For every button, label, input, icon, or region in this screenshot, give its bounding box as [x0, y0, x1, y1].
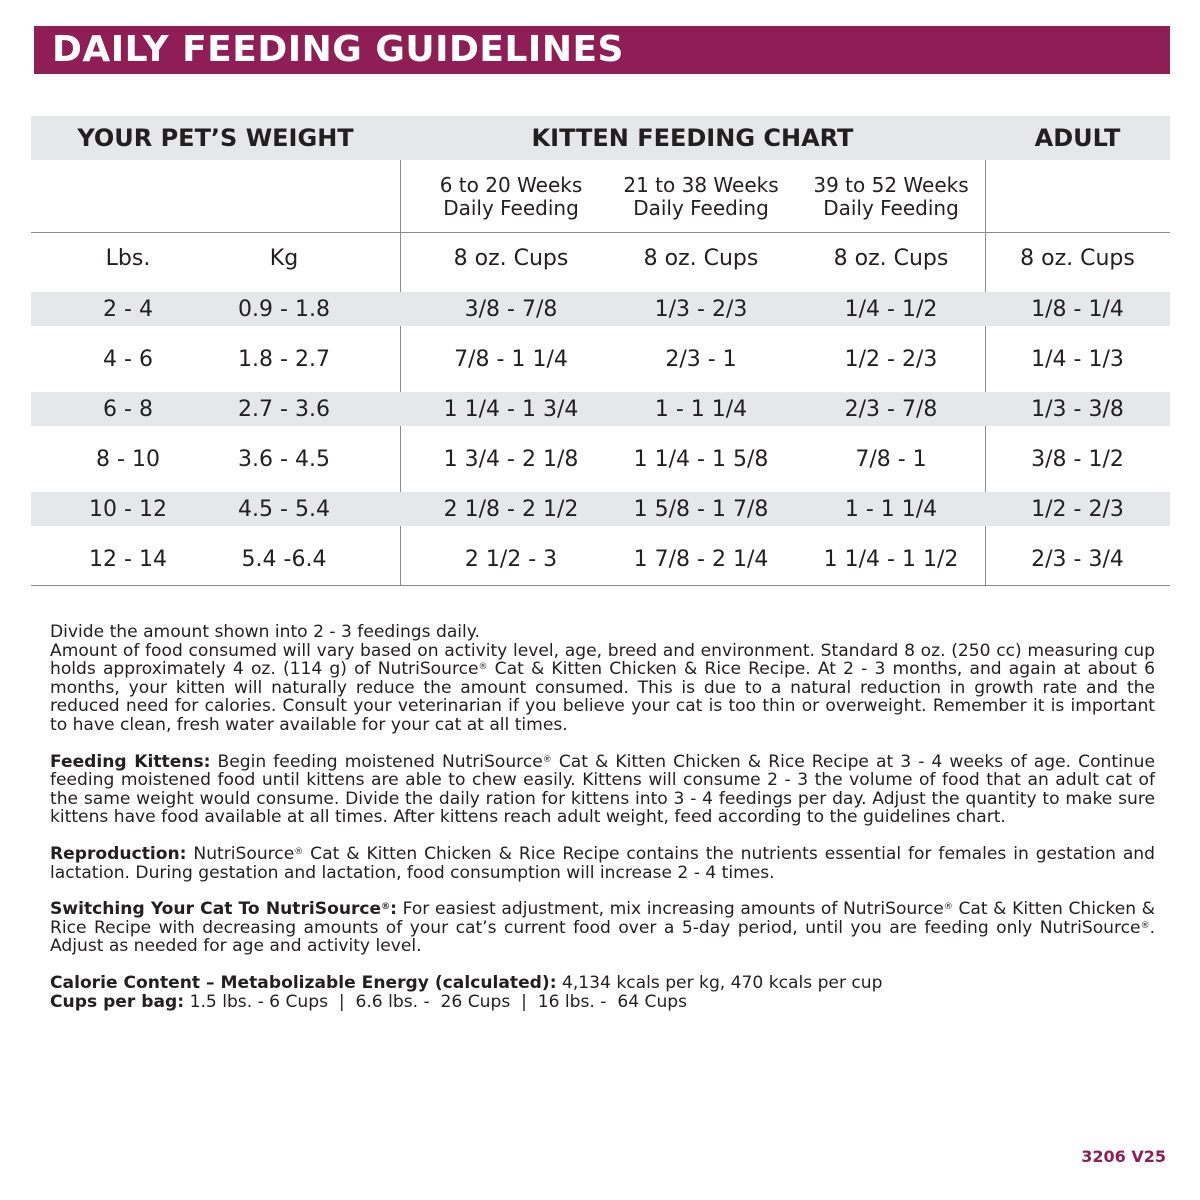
switching-note: Switching Your Cat To NutriSource®: For easiest adjustment, mix increasing amounts of NutriSource® Cat & Kitten Chicken & Rice Recipe with decreasing amounts of your cat’s current food over a 5-day period, until you are feeding only NutriSource®. Adjust as needed for age and activity level. [50, 899, 1156, 957]
cell-w39-52: 1/4 - 1/2 [844, 296, 938, 322]
cell-kg: 4.5 - 5.4 [238, 496, 330, 522]
cell-kg: 5.4 -6.4 [241, 546, 327, 572]
cell-w39-52: 1 - 1 1/4 [844, 496, 938, 522]
cell-w6-20: 3/8 - 7/8 [464, 296, 558, 322]
cell-w6-20: 2 1/2 - 3 [464, 546, 558, 572]
cell-adult: 1/4 - 1/3 [1031, 346, 1124, 372]
table-row [31, 492, 1170, 526]
weight-group-header: YOUR PET’S WEIGHT [77, 124, 354, 152]
calorie-label: Calorie Content – Metabolizable Energy (calculated): [50, 972, 557, 993]
cell-w6-20: 1 1/4 - 1 3/4 [443, 396, 579, 422]
cell-w6-20: 1 3/4 - 2 1/8 [443, 446, 579, 472]
unit-cups-21-38: 8 oz. Cups [643, 246, 759, 271]
cell-adult: 2/3 - 3/4 [1031, 546, 1124, 572]
daily-feeding-label: Daily Feeding [823, 196, 959, 220]
unit-cups-6-20: 8 oz. Cups [453, 246, 569, 271]
cell-w6-20: 7/8 - 1 1/4 [454, 346, 568, 372]
cups-label: Cups per bag: [50, 991, 185, 1012]
age-column-header-3 [796, 174, 986, 220]
cell-lbs: 10 - 12 [89, 496, 167, 522]
cell-kg: 2.7 - 3.6 [238, 396, 330, 422]
cell-w6-20: 2 1/8 - 2 1/2 [443, 496, 579, 522]
cell-w21-38: 2/3 - 1 [665, 346, 737, 372]
cell-lbs: 2 - 4 [103, 296, 153, 322]
daily-feeding-label: Daily Feeding [633, 196, 769, 220]
table-row [31, 432, 1170, 486]
reproduction-note: Reproduction: NutriSource® Cat & Kitten Chicken & Rice Recipe contains the nutrients essential for females in gestation and lactation. During gestation and lactation, food consumption will increase 2 - 4 times. [50, 843, 1155, 883]
daily-feeding-label: Daily Feeding [443, 196, 579, 220]
cell-w21-38: 1 5/8 - 1 7/8 [633, 496, 769, 522]
cell-w39-52: 2/3 - 7/8 [844, 396, 938, 422]
cell-lbs: 6 - 8 [103, 396, 153, 422]
reproduction-label: Reproduction: [50, 843, 187, 864]
title-banner [34, 26, 1170, 74]
adult-group-header: ADULT [1034, 124, 1121, 152]
feeding-table [31, 116, 1170, 586]
switching-label: Switching Your Cat To NutriSource®: [50, 899, 397, 920]
divide-note: Divide the amount shown into 2 - 3 feedings daily. [50, 622, 480, 642]
cell-w39-52: 1 1/4 - 1 1/2 [823, 546, 959, 572]
feeding-notes [50, 623, 1155, 1011]
registered-mark: ® [478, 662, 488, 673]
cell-lbs: 12 - 14 [89, 546, 167, 572]
cell-lbs: 8 - 10 [96, 446, 160, 472]
cell-kg: 1.8 - 2.7 [238, 346, 330, 372]
table-row [31, 292, 1170, 326]
calorie-content [50, 974, 1155, 993]
cell-kg: 3.6 - 4.5 [238, 446, 330, 472]
age-range-label: 6 to 20 Weeks [439, 173, 583, 197]
cups-value: 1.5 lbs. - 6 Cups | 6.6 lbs. - 26 Cups | 16 lbs. - 64 Cups [184, 991, 688, 1012]
table-row [31, 392, 1170, 426]
cell-adult: 1/2 - 2/3 [1031, 496, 1124, 522]
page-title: DAILY FEEDING GUIDELINES [52, 29, 624, 70]
product-code: 3206 V25 [1081, 1147, 1166, 1166]
age-range-label: 39 to 52 Weeks [813, 173, 969, 197]
unit-lbs: Lbs. [105, 246, 151, 271]
age-column-header-1 [416, 174, 606, 220]
cell-w21-38: 1 - 1 1/4 [654, 396, 748, 422]
unit-cups-adult: 8 oz. Cups [1020, 246, 1135, 271]
unit-cups-39-52: 8 oz. Cups [833, 246, 949, 271]
cell-w21-38: 1 1/4 - 1 5/8 [633, 446, 769, 472]
cell-w21-38: 1/3 - 2/3 [654, 296, 748, 322]
cell-adult: 1/3 - 3/8 [1031, 396, 1124, 422]
kitten-group-header: KITTEN FEEDING CHART [531, 124, 854, 152]
subheader-divider [31, 232, 1170, 233]
cell-w39-52: 7/8 - 1 [855, 446, 927, 472]
registered-mark: ® [943, 902, 953, 913]
cups-per-bag [50, 993, 1155, 1012]
age-column-header-2 [606, 174, 796, 220]
cell-kg: 0.9 - 1.8 [238, 296, 330, 322]
age-range-label: 21 to 38 Weeks [623, 173, 779, 197]
feeding-kittens-label: Feeding Kittens: [50, 751, 211, 772]
cell-w21-38: 1 7/8 - 2 1/4 [633, 546, 769, 572]
registered-mark: ® [381, 902, 391, 913]
cell-lbs: 4 - 6 [103, 346, 153, 372]
calorie-value: 4,134 kcals per kg, 470 kcals per cup [556, 972, 883, 993]
unit-kg: Kg [269, 246, 299, 271]
registered-mark: ® [542, 754, 552, 765]
registered-mark: ® [1140, 920, 1150, 931]
amount-note: Amount of food consumed will vary based on activity level, age, breed and environment. Standard 8 oz. (250 cc) measuring cup holds approximately 4 oz. (114 g) of NutriSource® Cat & Kitten Chicken & Rice Recipe. At 2 - 3 months, and again at about 6 months, your kitten will naturally reduce the amount consumed. This is due to a natural reduction in growth rate and the reduced need for calories. Consult your veterinarian if you believe your cat is too thin or overweight. Remember it is important to have clean, fresh water available for your cat at all times. [50, 640, 1155, 735]
cell-adult: 3/8 - 1/2 [1031, 446, 1124, 472]
cell-w39-52: 1/2 - 2/3 [844, 346, 938, 372]
table-row [31, 532, 1170, 586]
feeding-kittens-note: Feeding Kittens: Begin feeding moistened NutriSource® Cat & Kitten Chicken & Rice Recipe at 3 - 4 weeks of age. Continue feeding moistened food until kittens are able to chew easily. Kittens will consume 2 - 3 the volume of food that an adult cat of the same weight would consume. Divide the daily ration for kittens into 3 - 4 feedings per day. Adjust the quantity to make sure kittens have food available at all times. After kittens reach adult weight, feed according to the guidelines chart. [50, 751, 1156, 828]
table-row [31, 332, 1170, 386]
registered-mark: ® [294, 846, 304, 857]
cell-adult: 1/8 - 1/4 [1031, 296, 1124, 322]
